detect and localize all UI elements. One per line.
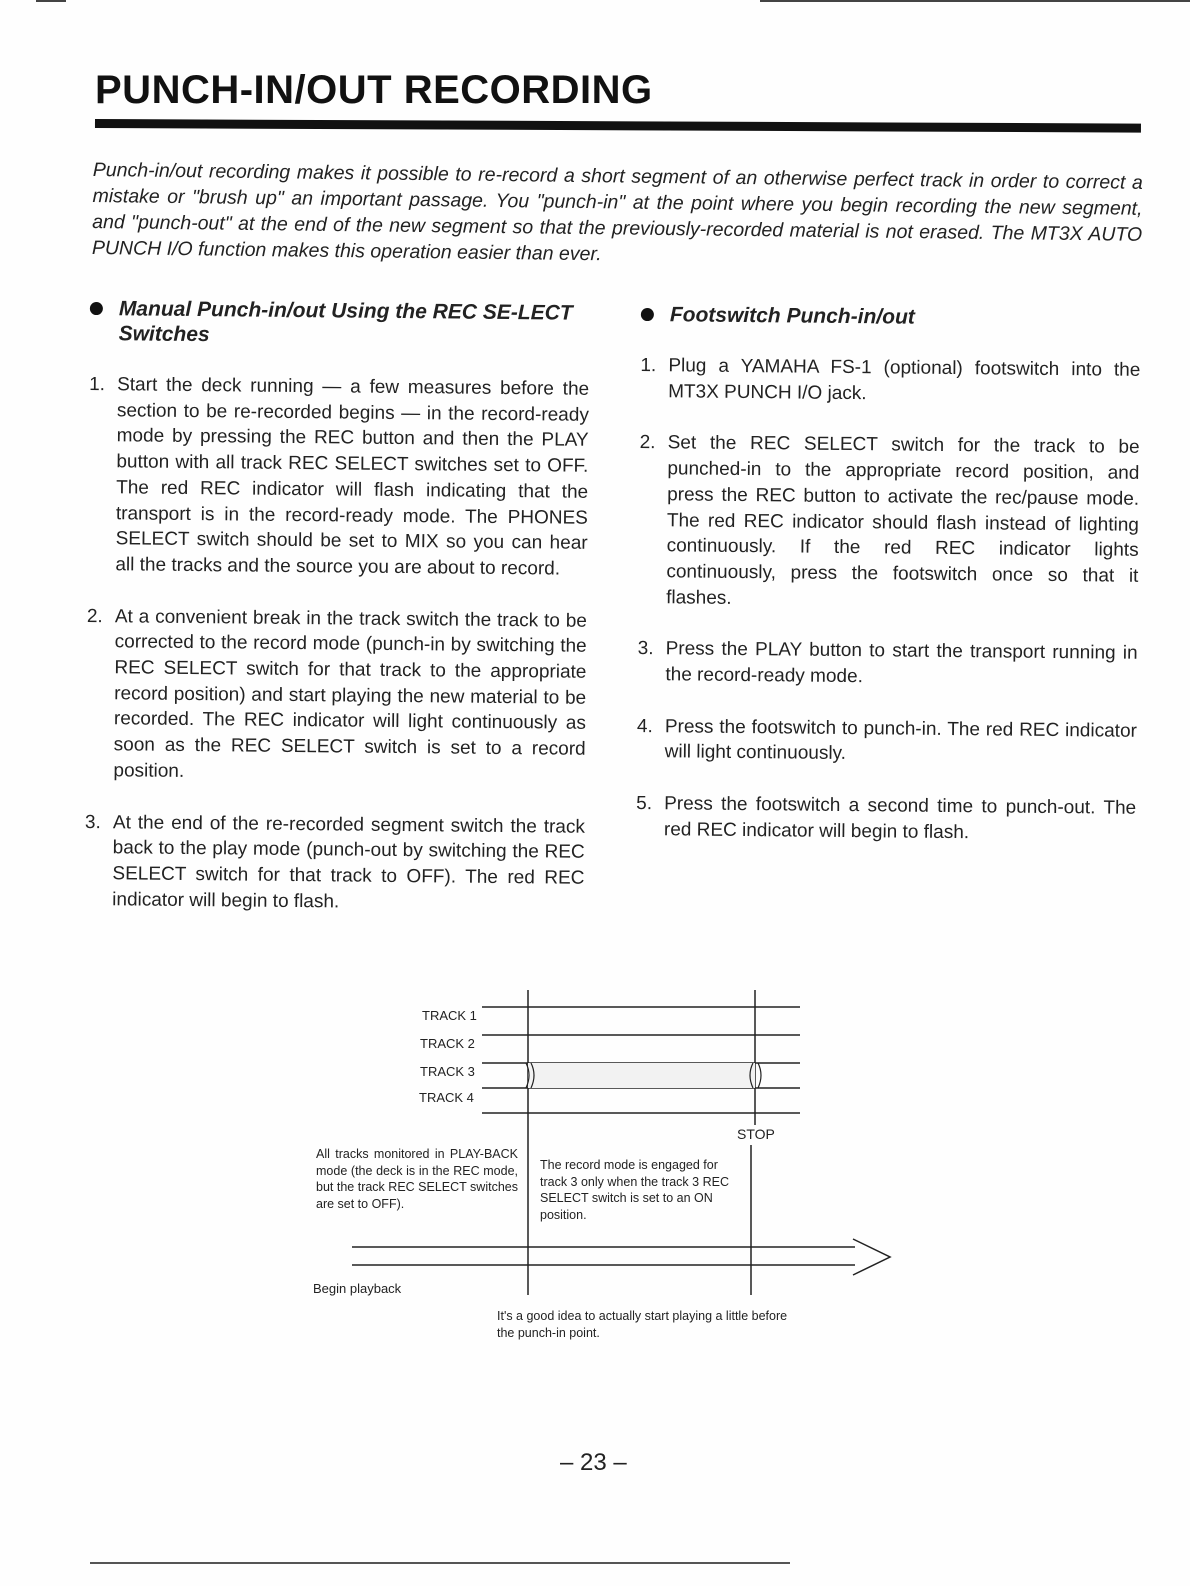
begin-playback-label: Begin playback xyxy=(313,1281,402,1296)
list-item xyxy=(636,791,1136,847)
manual-punch-heading-text: Manual Punch-in/out Using the REC SE-LECT Switches xyxy=(118,297,573,347)
step-number: 1. xyxy=(640,354,657,377)
step-number: 3. xyxy=(637,638,654,660)
stop-label: STOP xyxy=(737,1126,775,1142)
step-number: 1. xyxy=(89,373,106,396)
record-mode-note: The record mode is engaged for track 3 only when the track 3 REC SELECT switch is set to an ON position. xyxy=(540,1158,729,1222)
step-text: Start the deck running — a few measures before the section to be re-recorded begins — in the record-ready mode by pressing the REC button and then the PLAY button with all track REC SELECT switches set to OFF. The red REC indicator will flash indicating that the transport is in the record-ready mode. The PHONES SELECT switch should be set to MIX so you can hear all the tracks and the source you are about to record. xyxy=(115,374,590,580)
punch-timing-diagram xyxy=(300,985,900,1355)
step-number: 5. xyxy=(636,793,653,815)
list-item xyxy=(637,636,1137,692)
step-number: 3. xyxy=(84,811,101,833)
step-text: Press the PLAY button to start the transport running in the record-ready mode. xyxy=(665,638,1138,688)
list-item xyxy=(637,714,1137,770)
top-edge-rule-left xyxy=(36,0,66,2)
top-edge-rule xyxy=(760,0,1190,2)
step-text: At the end of the re-recorded segment switch the track back to the play mode (punch-out by switching the REC SELECT switch for that track to OFF). The red REC indicator will begin to flash. xyxy=(112,811,586,913)
playback-mode-note: All tracks monitored in PLAY-BACK mode (the deck is in the REC mode, but the track REC SELECT switches are set to OFF). xyxy=(316,1147,518,1211)
list-item xyxy=(87,372,589,582)
list-item xyxy=(84,810,585,918)
page-number: – 23 – xyxy=(560,1449,627,1476)
list-item xyxy=(85,604,587,789)
step-text: Press the footswitch a second time to punch-out. The red REC indicator will begin to flash. xyxy=(663,793,1137,844)
list-item xyxy=(640,353,1140,409)
track-4-label: TRACK 4 xyxy=(419,1090,474,1105)
title-underline xyxy=(95,119,1141,133)
list-item xyxy=(638,430,1140,615)
bullet-icon xyxy=(90,302,103,315)
intro-paragraph: Punch-in/out recording makes it possible to re-record a short segment of an otherwise perfect track in order to correct a mistake or "brush up" an important passage. You "punch-in" at the point where you begin recording the new segment, and "punch-out" at the end of the new segment so that the previously-recorded material is not erased. The MT3X AUTO PUNCH I/O function makes this operation easier than ever. xyxy=(91,158,1143,266)
page-title: PUNCH-IN/OUT RECORDING xyxy=(95,68,653,112)
footswitch-steps-list xyxy=(636,353,1141,847)
playing-tip-note: It's a good idea to actually start playing a little before the punch-in point. xyxy=(497,1309,788,1340)
step-text: Set the REC SELECT switch for the track to be punched-in to the appropriate record position, and press the REC button to activate the rec/pause mode. The red REC indicator should flash instead of lighting continuously. If the red REC indicator lights continuously, press the footswitch once so that it flashes. xyxy=(666,432,1140,609)
step-number: 2. xyxy=(639,432,656,454)
track-3-label: TRACK 3 xyxy=(420,1064,475,1079)
footswitch-punch-section xyxy=(636,302,1141,873)
track-1-label: TRACK 1 xyxy=(422,1008,477,1023)
footswitch-heading xyxy=(641,302,1141,332)
manual-punch-heading xyxy=(90,296,590,351)
step-text: Plug a YAMAHA FS-1 (optional) footswitch into the MT3X PUNCH I/O jack. xyxy=(668,355,1141,404)
step-text: At a convenient break in the track switch the track to be corrected to the record mode (punch-in by switching the REC SELECT switch for that track to the appropriate record position) and start playing the new material to be recorded. The REC indicator will light continuously as soon as the REC SELECT switch is set to a record position. xyxy=(113,605,588,782)
manual-punch-section xyxy=(84,296,590,943)
bottom-edge-rule xyxy=(90,1562,790,1564)
step-text: Press the footswitch to punch-in. The red REC indicator will light continuously. xyxy=(664,715,1138,765)
track-2-label: TRACK 2 xyxy=(420,1036,475,1051)
step-number: 2. xyxy=(86,605,103,627)
bullet-icon xyxy=(641,308,654,321)
footswitch-heading-text: Footswitch Punch-in/out xyxy=(669,303,915,329)
step-number: 4. xyxy=(636,715,653,737)
manual-steps-list xyxy=(84,372,589,917)
